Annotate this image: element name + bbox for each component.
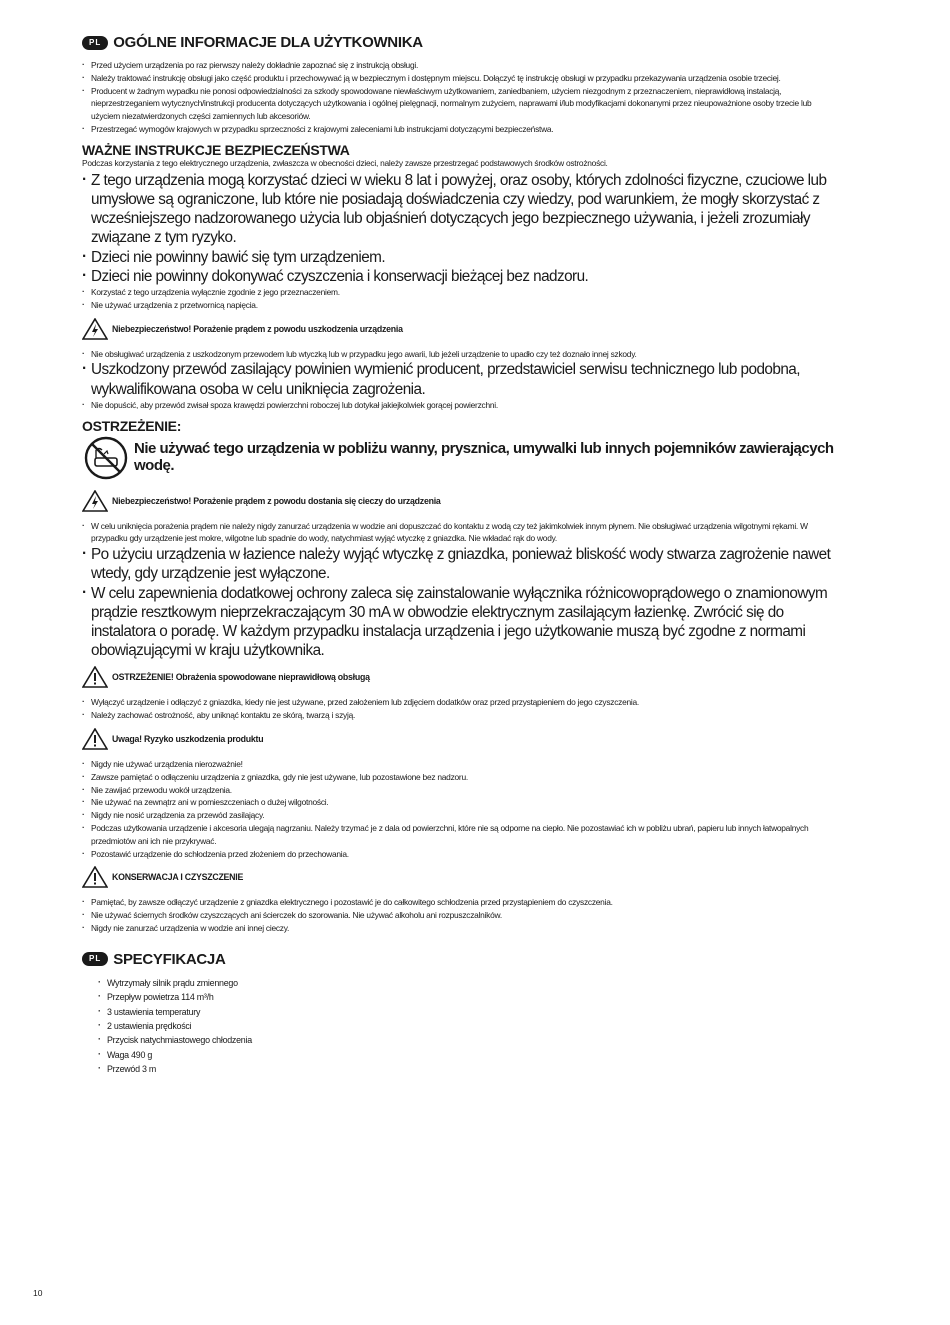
list-item: · Nie zawijać przewodu wokół urządzenia. (82, 784, 842, 797)
list-item: · Po użyciu urządzenia w łazience należy wyjąć wtyczkę z gniazdka, ponieważ bliskość wody stwarza zagrożenie nawet wtedy, gdy urządzenie jest wyłączone. (82, 545, 842, 583)
ostrzezenie-text: Nie używać tego urządzenia w pobliżu wanny, prysznica, umywalki lub innych pojemników zawierających wodę. (134, 439, 834, 474)
list-item: · Nie używać urządzenia z przetwornicą napięcia. (82, 299, 842, 312)
section-title: SPECYFIKACJA (113, 950, 226, 968)
warning2-small-list (82, 520, 842, 546)
list-item: · Podczas użytkowania urządzenie i akcesoria ulegają nagrzaniu. Należy trzymać je z dala od powierzchni, które nie są odporne na ciepło. Nie pozostawiać ich w pobliżu ubrań, papieru lub innych łatwopalnych przedmiotów ani ich nie przykrywać. (82, 822, 842, 848)
warning1-big-list (82, 360, 842, 398)
warning5-list (82, 896, 842, 934)
list-item: · Wyłączyć urządzenie i odłączyć z gniazdka, kiedy nie jest używane, przed założeniem lub zdjęciem dodatków oraz przed przystąpieniem do jego czyszczenia. (82, 696, 842, 709)
list-item: · Zawsze pamiętać o odłączeniu urządzenia z gniazdka, gdy nie jest używane, lub pozostawione bez nadzoru. (82, 771, 842, 784)
warning-label: Niebezpieczeństwo! Porażenie prądem z powodu uszkodzenia urządzenia (112, 323, 403, 334)
warning-triangle-icon (82, 666, 108, 688)
section-general-info-header (82, 34, 842, 51)
list-item: · Przepływ powietrza 114 m³/h (98, 990, 842, 1004)
page-number: 10 (33, 1288, 43, 1298)
safety-instructions-title: WAŻNE INSTRUKCJE BEZPIECZEŃSTWA (82, 141, 350, 158)
list-item: · Nigdy nie nosić urządzenia za przewód zasilający. (82, 809, 842, 822)
warning-row (82, 318, 842, 340)
list-item: · Przewód 3 m (98, 1062, 842, 1076)
list-item: · Wytrzymały silnik prądu zmiennego (98, 976, 842, 990)
list-item: · Nie obsługiwać urządzenia z uszkodzonym przewodem lub wtyczką lub w przypadku jego awarii, lub jeżeli urządzenie to upadło czy też doznało innej szkody. (82, 348, 842, 361)
list-item: · Należy traktować instrukcję obsługi jako część produktu i przechowywać ją w bezpiecznym i dostępnym miejscu. Dołączyć tę instrukcję obsługi w przypadku przekazywania urządzenia osobie trzeciej. (82, 72, 842, 85)
list-item: · Pamiętać, by zawsze odłączyć urządzenie z gniazdka elektrycznego i pozostawić je do całkowitego schłodzenia przed przystąpieniem do czyszczenia. (82, 896, 842, 909)
list-item: · Dzieci nie powinny bawić się tym urządzeniem. (82, 248, 842, 267)
warning-label: OSTRZEŻENIE! Obrażenia spowodowane nieprawidłową obsługą (112, 672, 370, 683)
list-item: · Przycisk natychmiastowego chłodzenia (98, 1033, 842, 1047)
warning-row (82, 490, 842, 512)
list-item: · Producent w żadnym wypadku nie ponosi odpowiedzialności za szkody spowodowane niewłaściwym użytkowaniem, zaniedbaniem, użyciem niezgodnym z przeznaczeniem, nieprawidłową instalacją, nieprzestrzeganiem wytycznych/instrukcji producenta dotyczących użytkowania i ogólnej pielęgnacji, normalnym zużyciem, naprawami i/lub modyfikacjami dokonanymi przez nieupoważnione osoby trzecie lub użyciem niezatwierdzonych części zamiennych lub akcesoriów. (82, 85, 842, 123)
list-item: · Pozostawić urządzenie do schłodzenia przed złożeniem do przechowania. (82, 848, 842, 861)
warning-row (82, 866, 842, 888)
warning-row (82, 666, 842, 688)
warning-triangle-icon (82, 318, 108, 340)
warning1-list-b (82, 399, 842, 412)
list-item: · Nigdy nie używać urządzenia nierozważnie! (82, 758, 842, 771)
list-item: · W celu zapewnienia dodatkowej ochrony zaleca się zainstalowanie wyłącznika różnicowoprądowego o znamionowym prądzie resztkowym nieprzekraczającym 30 mA w obwodzie elektrycznym zasilającym łazienkę. Zwrócić się do instalatora o poradę. W każdym przypadku instalacja urządzenia i jego użytkowanie muszą być zgodne z normami obowiązującymi w kraju użytkownika. (82, 584, 842, 661)
warning4-list (82, 758, 842, 860)
list-item: · 2 ustawienia prędkości (98, 1019, 842, 1033)
specification-list (98, 976, 842, 1077)
list-item: · Należy zachować ostrożność, aby uniknąć kontaktu ze skórą, twarzą i szyją. (82, 709, 842, 722)
list-item: · Korzystać z tego urządzenia wyłącznie zgodnie z jego przeznaczeniem. (82, 286, 842, 299)
warning2-big-list (82, 545, 842, 660)
safety-intro: Podczas korzystania z tego elektrycznego urządzenia, zwłaszcza w obecności dzieci, należy zawsze przestrzegać podstawowych środków ostrożności. (82, 157, 608, 168)
safety-small-list (82, 286, 842, 312)
warning-label: Uwaga! Ryzyko uszkodzenia produktu (112, 734, 264, 744)
warning-triangle-icon (82, 728, 108, 750)
specification-header (82, 951, 842, 968)
specification-section (82, 951, 842, 1077)
warning1-list-a (82, 348, 842, 361)
list-item: · Przestrzegać wymogów krajowych w przypadku sprzeczności z krajowymi zaleceniami lub instrukcjami dotyczącymi bezpieczeństwa. (82, 123, 842, 136)
general-info-list (82, 59, 842, 136)
list-item: · Dzieci nie powinny dokonywać czyszczenia i konserwacji bieżącej bez nadzoru. (82, 267, 842, 286)
no-bath-icon (82, 436, 130, 480)
warning-triangle-icon (82, 866, 108, 888)
list-item: · Nie dopuścić, aby przewód zwisał spoza krawędzi powierzchni roboczej lub dotykał jakiejkolwiek gorącej powierzchni. (82, 399, 842, 412)
ostrzezenie-title: OSTRZEŻENIE: (82, 417, 182, 434)
language-badge: PL (82, 952, 108, 966)
list-item: · Uszkodzony przewód zasilający powinien wymienić producent, przedstawiciel serwisu technicznego lub podobna, wykwalifikowana osoba w celu uniknięcia zagrożenia. (82, 360, 842, 398)
list-item: · W celu uniknięcia porażenia prądem nie należy nigdy zanurzać urządzenia w wodzie ani dopuszczać do kontaktu z wodą czy też jakimkolwiek innym płynem. Nie obsługiwać urządzenia wilgotnymi rękami. W przypadku gdy urządzenie jest mokre, wilgotne lub spadnie do wody, natychmiast wyjąć wtyczkę z gniazdka. Nie wkładać rąk do wody. (82, 520, 842, 546)
warning-label: Niebezpieczeństwo! Porażenie prądem z powodu dostania się cieczy do urządzenia (112, 495, 441, 506)
warning-row (82, 728, 842, 750)
document-page (82, 34, 842, 1077)
list-item: · Przed użyciem urządzenia po raz pierwszy należy dokładnie zapoznać się z instrukcją obsługi. (82, 59, 842, 72)
warning-label: KONSERWACJA I CZYSZCZENIE (112, 872, 244, 883)
list-item: · Nie używać ściernych środków czyszczących ani ścierczek do szorowania. Nie używać alkoholu ani rozpuszczalników. (82, 909, 842, 922)
ostrzezenie-row (82, 436, 842, 480)
list-item: · Z tego urządzenia mogą korzystać dzieci w wieku 8 lat i powyżej, oraz osoby, których zdolności fizyczne, czuciowe lub umysłowe są ograniczone, lub które nie posiadają doświadczenia czy wiedzy, pod warunkiem, że mogły skorzystać z wcześniejszego nadzorowanego użycia lub objaśnień dotyczących jego bezpiecznego używania, i jeżeli zrozumiały związane z tym ryzyko. (82, 171, 842, 248)
list-item: · Waga 490 g (98, 1048, 842, 1062)
list-item: · 3 ustawienia temperatury (98, 1005, 842, 1019)
list-item: · Nie używać na zewnątrz ani w pomieszczeniach o dużej wilgotności. (82, 796, 842, 809)
safety-big-list (82, 171, 842, 286)
section-title: OGÓLNE INFORMACJE DLA UŻYTKOWNIKA (113, 34, 423, 51)
warning-triangle-icon (82, 490, 108, 512)
warning3-list (82, 696, 842, 722)
language-badge: PL (82, 36, 108, 50)
list-item: · Nigdy nie zanurzać urządzenia w wodzie ani innej cieczy. (82, 922, 842, 935)
